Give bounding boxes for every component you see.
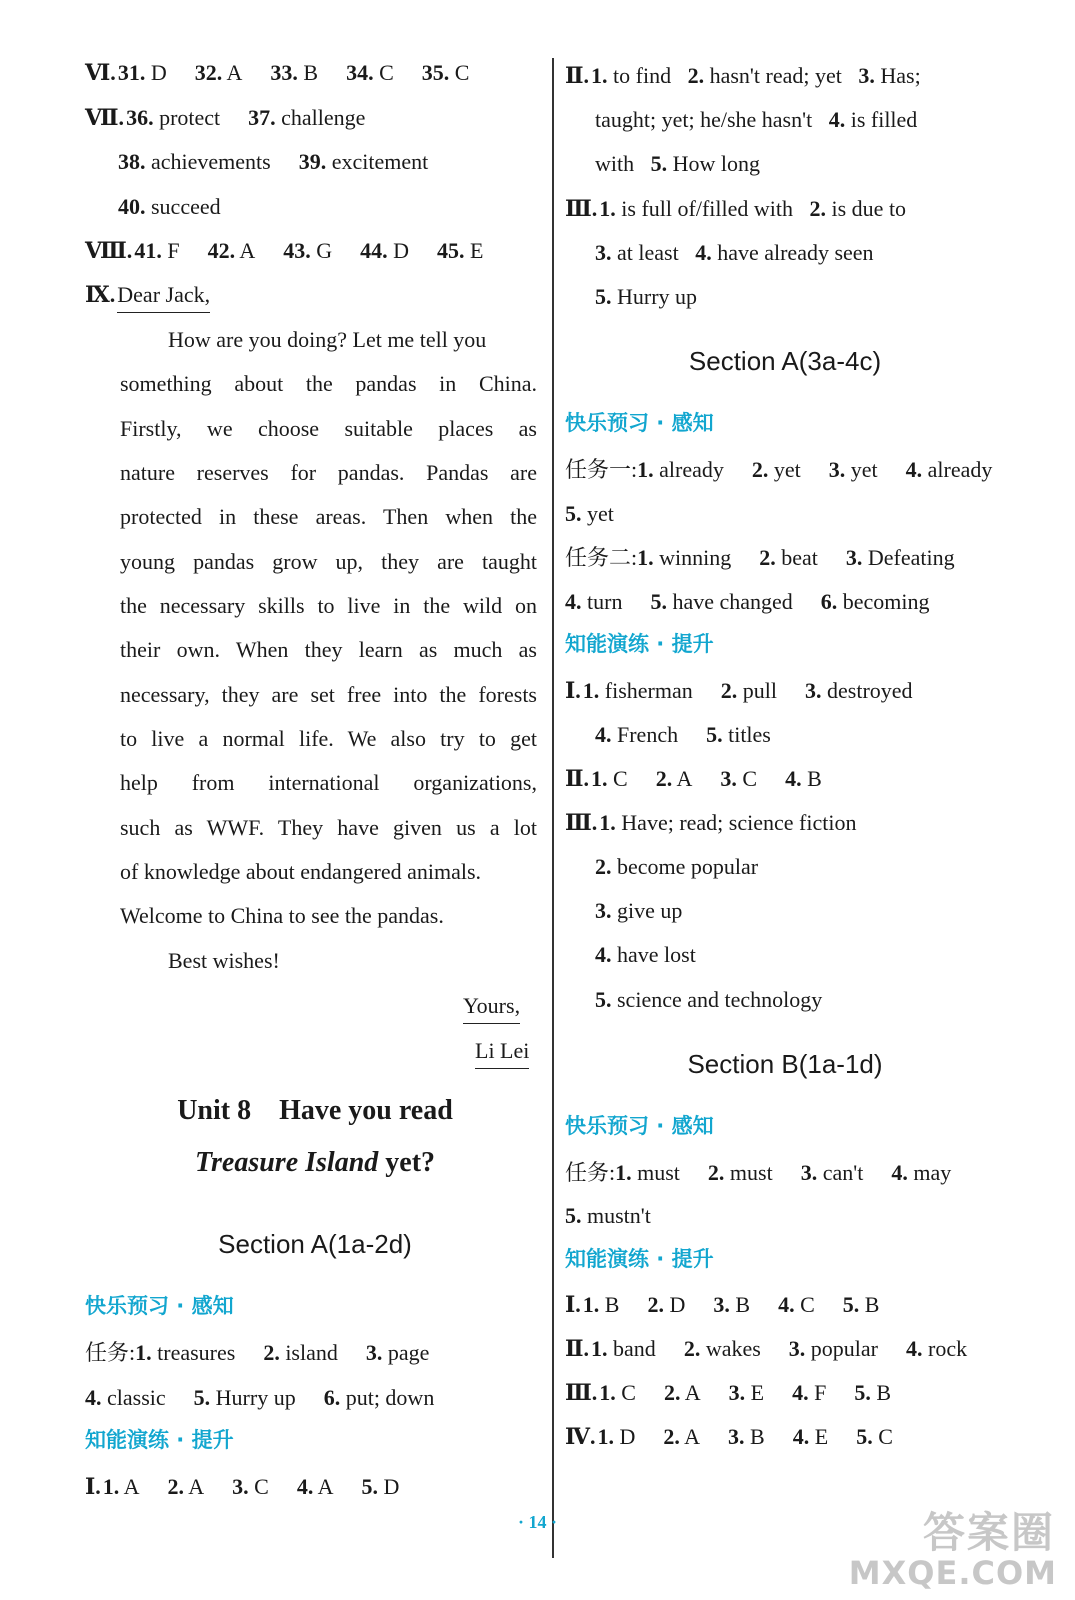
answer-item: 31. D (117, 60, 167, 85)
answer-item: 3. B (728, 1424, 765, 1449)
answer-item: 32. A (194, 60, 243, 85)
answer-item: 3. Defeating (845, 545, 955, 570)
letter-line: Welcome to China to see the pandas. (120, 903, 444, 928)
practice-heading: 知能演练 · 提升 (565, 632, 714, 656)
answer-item: 2. yet (751, 457, 801, 482)
answer-item: 35. C (421, 60, 470, 85)
section-heading: Section A(3a-4c) (688, 346, 882, 376)
answer-item: 2. A (655, 766, 693, 791)
task2-row-1: 任务二:1. winning 2. beat 3. Defeating (565, 545, 955, 570)
answer-item: 4. turn (565, 589, 623, 614)
answer-item: 40. succeed (118, 194, 221, 219)
task-row-1: 任务:1. treasures 2. island 3. page (85, 1340, 430, 1365)
task1-row-2 (565, 499, 614, 529)
answer-item: 1. must (615, 1160, 680, 1185)
answer-item: 1. C (591, 766, 628, 791)
letter-line: young pandas grow up, they are taught (120, 549, 537, 574)
letter-line: necessary, they are set free into the forests (120, 682, 537, 707)
letter-closing: Best wishes! (168, 948, 280, 973)
answer-item: 2. beat (759, 545, 818, 570)
answer-item: 4. A (296, 1474, 334, 1499)
answer-item: 45. E (437, 238, 484, 263)
answer-row-b-i: Ⅰ.1. B 2. D 3. B 4. C 5. B (565, 1292, 880, 1317)
answer-row-vi: Ⅵ.31. D 32. A 33. B 34. C 35. C (85, 60, 470, 85)
answer-row-p-iii-4: 4. have lost (595, 942, 696, 967)
answer-row-ii: Ⅱ.1. to find 2. hasn't read; yet 3. Has; (565, 63, 921, 88)
answer-row-vii-3 (118, 192, 221, 222)
answer-row-ii-2: taught; yet; he/she hasn't 4. is filled (595, 107, 918, 132)
answer-item: 1. C (599, 1380, 636, 1405)
answer-item: 3. can't (800, 1160, 864, 1185)
section-heading: Section A(1a-2d) (218, 1229, 412, 1259)
section-heading: Section B(1a-1d) (687, 1049, 883, 1079)
column-divider (552, 58, 554, 1558)
answer-item: 1. fisherman (582, 678, 693, 703)
answer-item: 2. wakes (683, 1336, 761, 1361)
answer-item: 2. A (167, 1474, 205, 1499)
answer-row-vii-2 (118, 147, 428, 177)
answer-item: 5. D (361, 1474, 400, 1499)
letter-line: of knowledge about endangered animals. (120, 859, 482, 884)
answer-row-p-i-2 (595, 720, 771, 750)
letter-line: such as WWF. They have given us a lot (120, 815, 537, 840)
task-b-row-2 (565, 1201, 651, 1231)
letter-line: help from international organizations, (120, 770, 537, 795)
answer-item: 3. B (713, 1292, 751, 1317)
answer-item: 5. B (842, 1292, 880, 1317)
preview-heading: 快乐预习 · 感知 (565, 1114, 714, 1138)
answer-row-p-iii-5: 5. science and technology (595, 987, 823, 1012)
letter-line: something about the pandas in China. (120, 371, 537, 396)
answer-item: 2. must (707, 1160, 773, 1185)
letter-line: protected in these areas. Then when the (120, 504, 537, 529)
letter-signature: Li Lei (475, 1036, 529, 1066)
answer-item: 5. have changed (650, 589, 793, 614)
answer-item: 36. protect (126, 105, 221, 130)
answer-row-b-ii: Ⅱ.1. band 2. wakes 3. popular 4. rock (565, 1336, 968, 1361)
answer-item: 3. yet (828, 457, 878, 482)
task1-row-1: 任务一:1. already 2. yet 3. yet 4. already (565, 457, 993, 482)
practice-heading: 知能演练 · 提升 (565, 1247, 714, 1271)
answer-item: 1. treasures (135, 1340, 236, 1365)
answer-row-vii: Ⅶ.36. protect 37. challenge (85, 105, 366, 130)
answer-item: 1. already (637, 457, 724, 482)
task-b-row-1: 任务:1. must 2. must 3. can't 4. may (565, 1160, 952, 1185)
letter-line: Firstly, we choose suitable places as (120, 416, 537, 441)
answer-item: 2. A (663, 1380, 701, 1405)
answer-row-i: Ⅰ.1. A 2. A 3. C 4. A 5. D (85, 1474, 400, 1499)
watermark-url: MXQE.COM (848, 1554, 1057, 1592)
answer-item: 5. titles (706, 722, 771, 747)
answer-item: 4. may (891, 1160, 952, 1185)
answer-item: 37. challenge (248, 105, 366, 130)
watermark-logo-text: 答案圈 (922, 1508, 1055, 1557)
page-number: · 14 · (517, 1512, 557, 1532)
letter-greeting-row: Ⅸ.Dear Jack, (85, 280, 210, 310)
answer-item: 4. classic (85, 1385, 166, 1410)
answer-item: 44. D (360, 238, 410, 263)
answer-item: 1. A (102, 1474, 140, 1499)
answer-item: 5. B (854, 1380, 892, 1405)
answer-item: 4. F (792, 1380, 827, 1405)
answer-item: 3. page (365, 1340, 430, 1365)
answer-item: 4. already (905, 457, 993, 482)
answer-item: 1. band (591, 1336, 656, 1361)
answer-item: 34. C (346, 60, 394, 85)
letter-yours: Yours, (463, 991, 520, 1021)
answer-item: 39. excitement (298, 149, 429, 174)
answer-row-b-iii: Ⅲ.1. C 2. A 3. E 4. F 5. B (565, 1380, 892, 1405)
answer-item: 2. pull (720, 678, 777, 703)
answer-item: 5. C (856, 1424, 893, 1449)
watermark (848, 1500, 1065, 1600)
answer-item: 4. B (785, 766, 822, 791)
answer-item: 2. D (647, 1292, 686, 1317)
unit-title-line2: Treasure Island yet? (194, 1147, 436, 1178)
answer-item: 42. A (207, 238, 256, 263)
answer-item: 38. achievements (118, 149, 271, 174)
preview-heading: 快乐预习 · 感知 (565, 411, 714, 435)
letter-line: How are you doing? Let me tell you (168, 327, 487, 352)
answer-row-iii-3: 5. Hurry up (595, 284, 698, 309)
answer-item: 5. yet (565, 501, 614, 526)
answer-item: 4. C (778, 1292, 815, 1317)
answer-item: 43. G (283, 238, 333, 263)
answer-row-p-iii-3: 3. give up (595, 898, 683, 923)
answer-item: 1. B (582, 1292, 620, 1317)
answer-item: 2. A (663, 1424, 701, 1449)
answer-item: 3. C (232, 1474, 269, 1499)
task-row-2 (85, 1383, 434, 1413)
letter-line: their own. When they learn as much as (120, 637, 537, 662)
answer-row-b-iv: Ⅳ.1. D 2. A 3. B 4. E 5. C (565, 1424, 893, 1449)
answer-row-viii: Ⅷ.41. F 42. A 43. G 44. D 45. E (85, 238, 484, 263)
answer-item: 33. B (270, 60, 319, 85)
answer-item: 4. French (595, 722, 679, 747)
answer-row-p-iii: Ⅲ.1. Have; read; science fiction (565, 810, 857, 835)
answer-item: 5. Hurry up (193, 1385, 296, 1410)
answer-item: 1. D (597, 1424, 636, 1449)
letter-line: the necessary skills to live in the wild on (120, 593, 537, 618)
answer-item: 2. island (263, 1340, 338, 1365)
book-title: Treasure Island (194, 1147, 379, 1178)
answer-row-p-i: Ⅰ.1. fisherman 2. pull 3. destroyed (565, 678, 913, 703)
answer-row-iii: Ⅲ.1. is full of/filled with 2. is due to (565, 196, 907, 221)
answer-row-p-ii: Ⅱ.1. C 2. A 3. C 4. B (565, 766, 822, 791)
task2-row-2 (565, 587, 930, 617)
answer-item: 1. winning (637, 545, 732, 570)
answer-item: 4. rock (906, 1336, 968, 1361)
unit-title: Unit 8 Have you read (177, 1095, 453, 1126)
answer-item: 41. F (134, 238, 180, 263)
answer-row-ii-3: with 5. How long (595, 151, 761, 176)
answer-item: 3. E (728, 1380, 765, 1405)
answer-item: 3. destroyed (805, 678, 913, 703)
answer-item: 6. becoming (820, 589, 930, 614)
answer-row-p-iii-2: 2. become popular (595, 854, 759, 879)
practice-heading: 知能演练 · 提升 (85, 1428, 234, 1452)
answer-item: 4. E (792, 1424, 829, 1449)
answer-item: 3. popular (788, 1336, 878, 1361)
answer-item: 3. C (720, 766, 758, 791)
letter-greeting: Dear Jack, (117, 280, 210, 313)
preview-heading: 快乐预习 · 感知 (85, 1294, 234, 1318)
letter-line: to live a normal life. We also try to get (120, 726, 537, 751)
letter-line: nature reserves for pandas. Pandas are (120, 460, 537, 485)
answer-item: 5. mustn't (565, 1203, 651, 1228)
answer-item: 6. put; down (323, 1385, 435, 1410)
answer-row-iii-2: 3. at least 4. have already seen (595, 240, 874, 265)
